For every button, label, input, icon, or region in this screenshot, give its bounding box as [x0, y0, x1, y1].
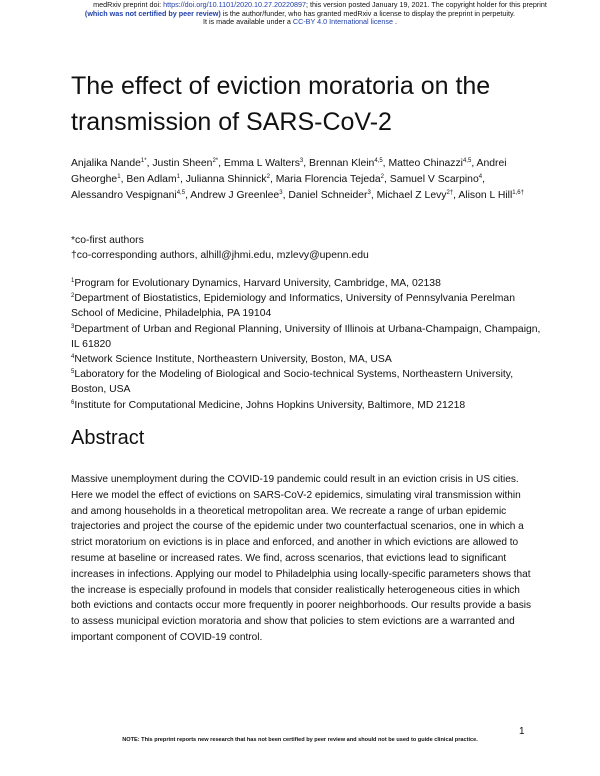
page-number: 1: [519, 726, 525, 737]
affiliation-number: 4: [71, 354, 75, 361]
footer-note: NOTE: This preprint reports new research that has not been certified by peer review and should not be used to guide clinical practice.: [122, 737, 478, 743]
author: Alison L Hill: [458, 189, 513, 201]
affiliation-number: 1: [71, 278, 75, 284]
cofirst-note: *co-first authors: [71, 235, 144, 246]
author-affiliation-marker: 3: [279, 189, 283, 196]
header-line-1: medRxiv preprint doi: https://doi.org/10.1101/2020.10.27.20220897; this version posted January 19, 2021. The copyright holder for this preprint: [93, 0, 547, 9]
author: Michael Z Levy: [376, 189, 447, 201]
author-affiliation-marker: 4,5: [374, 158, 383, 164]
author: Justin Sheen: [152, 158, 213, 169]
author: Alessandro Vespignani: [71, 189, 177, 201]
author: Matteo Chinazzi: [388, 158, 463, 169]
header-line-3: It is made available under a CC-BY 4.0 International license .: [202, 17, 398, 26]
author-affiliation-marker: 1: [176, 173, 180, 180]
author-affiliation-marker: 1: [117, 173, 121, 180]
affiliation-number: 5: [71, 369, 75, 376]
author: Anjalika Nande: [71, 158, 141, 169]
author: Emma L Walters: [223, 158, 300, 169]
author-notes: [71, 233, 541, 263]
affiliation: [71, 322, 541, 352]
author-affiliation-marker: 2*: [212, 158, 219, 164]
affiliation: [71, 276, 541, 291]
affiliation: [71, 352, 541, 367]
affiliation-text: Institute for Computational Medicine, Johns Hopkins University, Baltimore, MD 21218: [74, 399, 466, 411]
preprint-header: [0, 1, 600, 27]
affiliation-text: Program for Evolutionary Dynamics, Harvard University, Cambridge, MA, 02138: [74, 278, 441, 289]
header-line-2: (which was not certified by peer review) is the author/funder, who has granted medRxiv a license to display the preprint in perpetuity.: [84, 8, 516, 18]
author: Julianna Shinnick: [185, 173, 267, 185]
author-affiliation-marker: 4,5: [462, 158, 472, 164]
affiliation-text: Department of Urban and Regional Planning, University of Illinois at Urbana-Champaign, Champaign, IL 61820: [71, 323, 541, 350]
affiliation: [71, 367, 541, 397]
author-affiliation-marker: 4: [478, 173, 483, 180]
author-affiliation-marker: 1*: [140, 158, 147, 164]
author: Daniel Schneider: [288, 189, 368, 201]
affiliation-text: Department of Biostatistics, Epidemiology and Informatics, University of Pennsylvania Perelman School of Medicine, Philadelphia, PA 19104: [71, 293, 515, 320]
affiliations: [71, 276, 541, 413]
author-affiliation-marker: 3: [299, 158, 304, 164]
abstract-heading: Abstract: [71, 427, 145, 449]
author: Samuel V Scarpino: [389, 173, 479, 185]
affiliation-text: Network Science Institute, Northeastern University, Boston, MA, USA: [74, 354, 392, 366]
affiliation: [71, 398, 541, 413]
author-affiliation-marker: 2†: [446, 189, 454, 196]
author: Brennan Klein: [309, 158, 375, 169]
author-affiliation-marker: 3: [367, 189, 371, 196]
corresponding-note: †co-corresponding authors, alhill@jhmi.edu, mzlevy@upenn.edu: [71, 250, 369, 262]
author: Maria Florencia Tejeda: [275, 173, 381, 185]
author-list: Anjalika Nande$^{1*}$, Justin Sheen$^{2*}$, Emma L Walters$^3$, Brennan Klein$^{4,5}$, Matteo Chinazzi$^{4,5}$, Andrei Gheorghe$^1$, Ben Adlam$^1$, Julianna Shinnick$^2$, Maria Florencia Tejeda$^2$, Samuel V Scarpino$^4$, Alessandro Vespignani$^{4,5}$, Andrew J Greenlee$^3$, Daniel Schneider$^3$, Michael Z Levy$^{2\dagger}$, Alison L Hill$^{1,6\dagger}$: [71, 158, 524, 201]
doi-link[interactable]: https://doi.org/10.1101/2020.10.27.20220897: [163, 0, 307, 9]
author: Ben Adlam: [126, 173, 177, 185]
author: Andrew J Greenlee: [190, 189, 280, 201]
paper-title: The effect of eviction moratoria on the transmission of SARS-CoV-2: [71, 72, 491, 136]
author-affiliation-marker: 2: [380, 173, 384, 180]
affiliation: [71, 291, 541, 321]
author-affiliation-marker: 2: [266, 173, 270, 180]
license-link[interactable]: CC-BY 4.0 International license: [292, 17, 394, 26]
author-affiliation-marker: 1,6†: [512, 189, 524, 196]
affiliation-text: Laboratory for the Modeling of Biological and Socio-technical Systems, Northeastern University, Boston, USA: [71, 369, 514, 396]
affiliation-number: 2: [71, 293, 75, 300]
author: Andrei Gheorghe: [71, 158, 507, 185]
affiliation-number: 3: [71, 323, 75, 330]
affiliation-number: 6: [71, 399, 75, 406]
author-affiliation-marker: 4,5: [176, 189, 186, 196]
abstract-body: Massive unemployment during the COVID-19 pandemic could result in an eviction crisis in US cities. Here we model the effect of evictions on SARS-CoV-2 epidemics, simulating viral transmission within and among households in a theoretical metropolitan area. We recreate a range of urban epidemic trajectories and project the course of the epidemic under two counterfactual scenarios, one in which a strict moratorium on evictions is in place and enforced, and another in which evictions are allowed to resume at baseline or increased rates. We find, across scenarios, that evictions lead to significant increases in infections. Applying our model to Philadelphia using locally-specific parameters shows that the increase is especially profound in models that consider realistically heterogeneous cities in which both evictions and contacts occur more frequently in poorer neighborhoods. Our results provide a basis to assess municipal eviction moratoria and show that policies to stem evictions are a warranted and important component of COVID-19 control.: [71, 474, 532, 643]
